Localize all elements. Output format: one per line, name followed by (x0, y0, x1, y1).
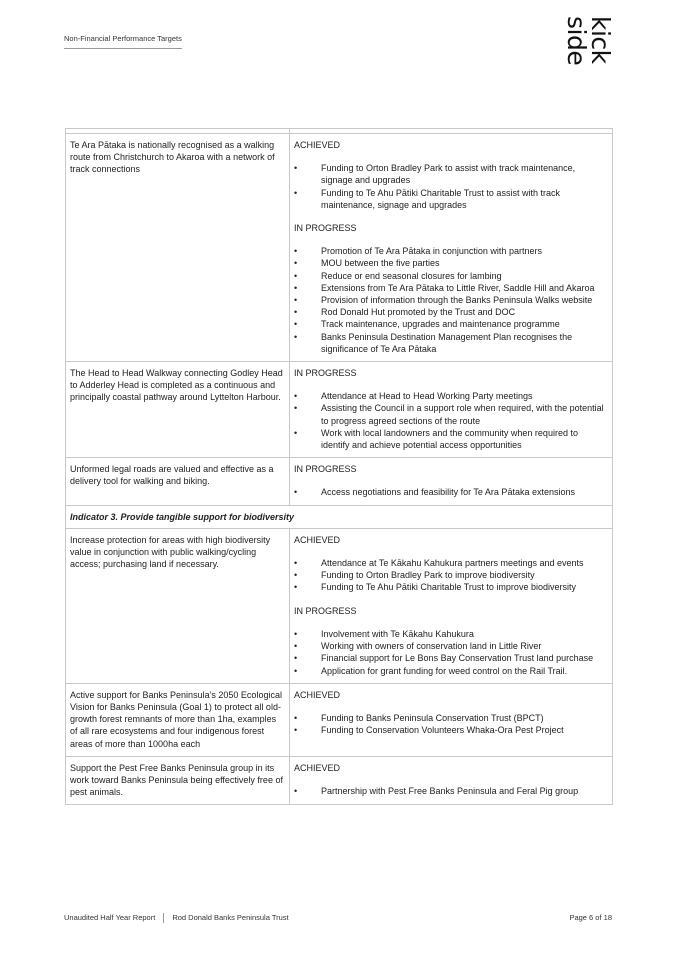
list-item: • Provision of information through the Banks Peninsula Walks website (294, 294, 608, 306)
page-footer (64, 913, 612, 923)
list-item: • Extensions from Te Ara Pātaka to Little River, Saddle Hill and Akaroa (294, 282, 608, 294)
bullet-list (294, 486, 608, 498)
list-item: • Assisting the Council in a support role when required, with the potential to progress agreed sections of the route (294, 402, 608, 426)
target-cell: Increase protection for areas with high biodiversity value in conjunction with public walking/cycling access; purchasing land if necessary. (66, 528, 290, 683)
bullet-list (294, 628, 608, 677)
table-row (66, 362, 613, 458)
list-item: • Attendance at Head to Head Working Party meetings (294, 390, 608, 402)
list-item: • Access negotiations and feasibility for Te Ara Pātaka extensions (294, 486, 608, 498)
page-number: Page 6 of 18 (569, 913, 612, 922)
target-cell: Unformed legal roads are valued and effective as a delivery tool for walking and biking. (66, 458, 290, 505)
list-item: • Funding to Te Ahu Pātiki Charitable Trust to assist with track maintenance, signage and upgrades (294, 187, 608, 211)
progress-cell (290, 683, 613, 756)
progress-cell (290, 528, 613, 683)
table-row (66, 458, 613, 505)
footer-separator (163, 913, 164, 923)
bullet-list (294, 712, 608, 736)
footer-report-name: Unaudited Half Year Report (64, 913, 156, 922)
target-cell: Support the Pest Free Banks Peninsula group in its work toward Banks Peninsula being effectively free of pest animals. (66, 756, 290, 805)
list-item: • Partnership with Pest Free Banks Peninsula and Feral Pig group (294, 785, 608, 797)
list-item: • Involvement with Te Kākahu Kahukura (294, 628, 608, 640)
status-label: ACHIEVED (294, 140, 341, 150)
progress-cell (290, 134, 613, 362)
logo-line-1: kick (586, 16, 615, 64)
list-item: • Track maintenance, upgrades and maintenance programme (294, 318, 608, 330)
list-item: • Funding to Conservation Volunteers Whaka-Ora Pest Project (294, 724, 608, 736)
indicator-heading: Indicator 3. Provide tangible support for biodiversity (66, 505, 613, 528)
brand-logo (556, 16, 615, 80)
table-row (66, 756, 613, 805)
footer-trust-name: Rod Donald Banks Peninsula Trust (172, 913, 289, 922)
progress-cell (290, 362, 613, 458)
table-row (66, 134, 613, 362)
status-label: IN PROGRESS (294, 464, 357, 475)
progress-cell (290, 756, 613, 805)
list-item: • Application for grant funding for weed control on the Rail Trail. (294, 665, 608, 677)
target-cell: Active support for Banks Peninsula’s 2050 Ecological Vision for Banks Peninsula (Goal 1) to protect all old-growth forest remnants of more than 1ha, examples of all rare ecosystems and four indigenous forest areas of more than 1000ha each (66, 683, 290, 756)
list-item: • Working with owners of conservation land in Little River (294, 640, 608, 652)
list-item: • Funding to Banks Peninsula Conservation Trust (BPCT) (294, 712, 608, 724)
list-item: • Work with local landowners and the community when required to identify and achieve potential access opportunities (294, 427, 608, 451)
list-item: • Rod Donald Hut promoted by the Trust and DOC (294, 306, 608, 318)
list-item: • Reduce or end seasonal closures for lambing (294, 270, 608, 282)
indicator-row (66, 505, 613, 528)
list-item: • Financial support for Le Bons Bay Conservation Trust land purchase (294, 652, 608, 664)
list-item: • Funding to Te Ahu Pātiki Charitable Trust to improve biodiversity (294, 581, 608, 593)
bullet-list (294, 557, 608, 594)
header-divider (64, 48, 182, 49)
target-cell: Te Ara Pātaka is nationally recognised as a walking route from Christchurch to Akaroa with a network of track connections (66, 134, 290, 362)
bullet-list (294, 245, 608, 355)
list-item: • Funding to Orton Bradley Park to improve biodiversity (294, 569, 608, 581)
bullet-list (294, 162, 608, 211)
bullet-list (294, 390, 608, 451)
status-label: ACHIEVED (294, 762, 341, 773)
status-label: IN PROGRESS (294, 223, 357, 234)
table-row (66, 528, 613, 683)
list-item: • Funding to Orton Bradley Park to assist with track maintenance, signage and upgrades (294, 162, 608, 186)
target-cell: The Head to Head Walkway connecting Godley Head to Adderley Head is completed as a continuous and principally coastal pathway around Lyttelton Harbour. (66, 362, 290, 458)
table-row (66, 683, 613, 756)
status-label: IN PROGRESS (294, 368, 357, 379)
list-item: • Promotion of Te Ara Pātaka in conjunction with partners (294, 245, 608, 257)
performance-targets-table (65, 128, 613, 805)
list-item: • Banks Peninsula Destination Management Plan recognises the significance of Te Ara Pātaka (294, 331, 608, 355)
list-item: • Attendance at Te Kākahu Kahukura partners meetings and events (294, 557, 608, 569)
logo-line-2: side (562, 16, 591, 66)
list-item: • MOU between the five parties (294, 257, 608, 269)
progress-cell (290, 458, 613, 505)
status-label: ACHIEVED (294, 534, 341, 545)
page-header-title: Non-Financial Performance Targets (64, 34, 182, 43)
status-label: ACHIEVED (294, 689, 341, 700)
bullet-list (294, 785, 608, 797)
status-label: IN PROGRESS (294, 605, 357, 616)
